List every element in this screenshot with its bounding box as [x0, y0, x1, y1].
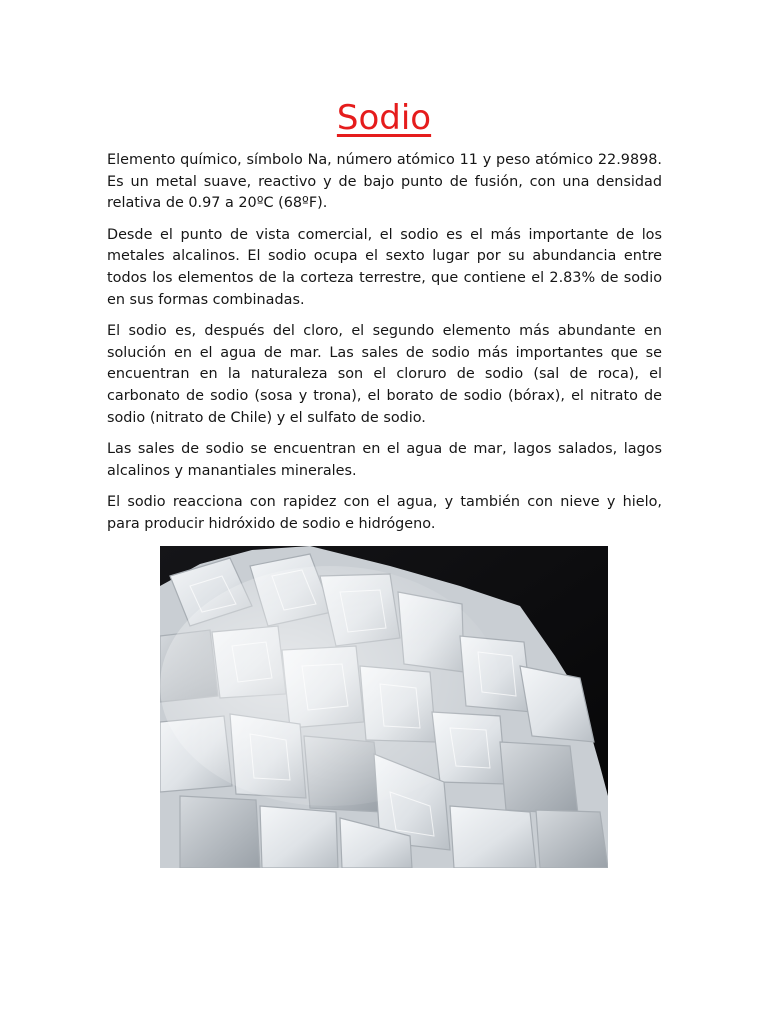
paragraph-reaction: El sodio reacciona con rapidez con el agua, y también con nieve y hielo, para producir hidróxido de sodio e hidrógeno.	[107, 494, 662, 532]
halite-crystal-photo	[160, 546, 608, 868]
paragraph-seawater: El sodio es, después del cloro, el segundo elemento más abundante en solución en el agua de mar. Las sales de sodio más importantes que se encuentran en la naturaleza son el cloruro de sodio (sal de roca), el carbonato de sodio (sosa y trona), el borato de sodio (bórax), el nitrato de sodio (nitrato de Chile) y el sulfato de sodio.	[107, 323, 662, 426]
paragraph-commercial: Desde el punto de vista comercial, el sodio es el más importante de los metales alcalinos. El sodio ocupa el sexto lugar por su abundancia entre todos los elementos de la corteza terrestre, que contiene el 2.83% de sodio en sus formas combinadas.	[107, 226, 662, 308]
document-body	[107, 150, 662, 546]
halite-crystal-illustration	[160, 546, 608, 868]
page-title	[0, 96, 768, 140]
paragraph-definition: Elemento químico, símbolo Na, número atómico 11 y peso atómico 22.9898. Es un metal suave, reactivo y de bajo punto de fusión, con una densidad relativa de 0.97 a 20ºC (68ºF).	[107, 152, 662, 212]
paragraph-salts: Las sales de sodio se encuentran en el agua de mar, lagos salados, lagos alcalinos y manantiales minerales.	[107, 441, 662, 479]
page-title-text: Sodio	[336, 98, 432, 138]
